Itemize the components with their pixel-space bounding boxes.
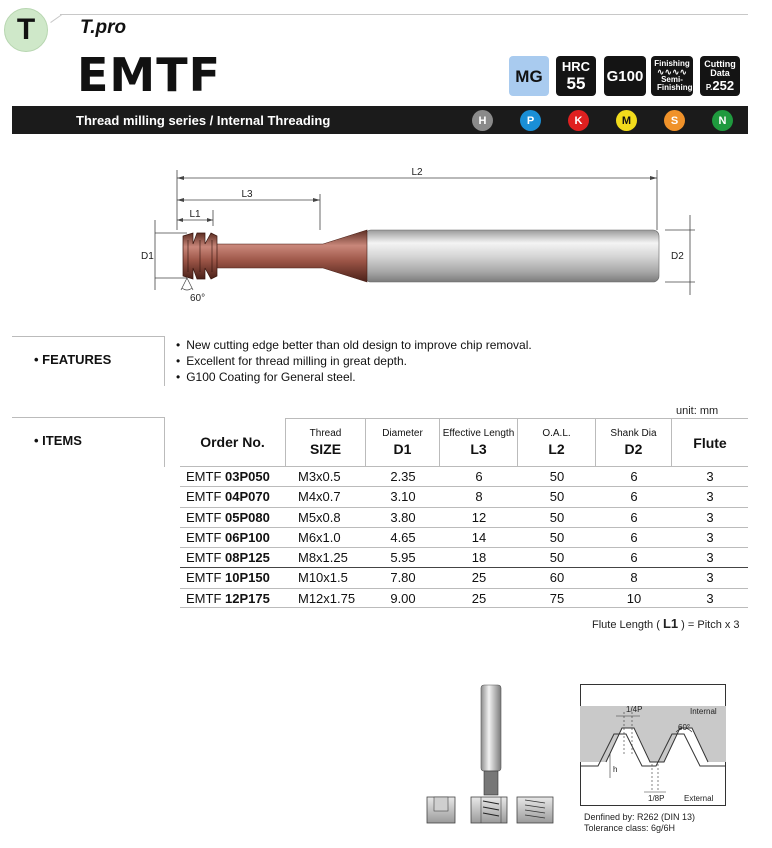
dim-d1: D1 (141, 251, 154, 262)
header-shank-dia (596, 418, 672, 466)
cutting-data-badge[interactable] (700, 56, 740, 96)
workpiece-threaded (517, 797, 553, 823)
cell-d2: 10 (626, 590, 642, 606)
cell-d1: 3.10 (390, 489, 416, 505)
order-prefix: EMTF (186, 529, 225, 545)
tool-neck (207, 230, 367, 282)
cell-order-no (186, 570, 270, 585)
cutting-page-prefix: P. (705, 83, 713, 92)
feature-item: • G100 Coating for General steel. (176, 369, 532, 385)
hrc-label: HRC (561, 59, 591, 74)
series-title: Thread milling series / Internal Threading (76, 113, 331, 128)
cell-l2: 50 (549, 509, 565, 525)
feature-item: • Excellent for thread milling in great depth. (176, 353, 532, 369)
cell-flute: 3 (706, 550, 714, 566)
tool-drawing (135, 160, 705, 310)
cell-order-no (186, 469, 270, 484)
table-row (180, 507, 748, 527)
table-row (180, 567, 748, 587)
cell-d1: 7.80 (390, 570, 416, 586)
iso-group-k: K (568, 110, 589, 131)
small-tool-neck (484, 771, 498, 795)
cell-order-no (186, 510, 270, 525)
items-divider-vertical (164, 417, 165, 467)
cell-size: M12x1.75 (298, 590, 356, 606)
features-list (176, 337, 532, 385)
table-row (180, 547, 748, 567)
order-prefix: EMTF (186, 489, 225, 505)
features-label-text: FEATURES (42, 352, 112, 367)
cell-l2: 75 (549, 590, 565, 606)
cell-size: M5x0.8 (298, 509, 341, 525)
tolerance-class: Tolerance class: 6g/6H (584, 823, 676, 833)
features-divider (12, 336, 164, 337)
cell-l2: 50 (549, 550, 565, 566)
iso-group-p: P (520, 110, 541, 131)
angle-mark (181, 278, 193, 290)
cell-flute: 3 (706, 529, 714, 545)
header-shank-bottom: D2 (624, 441, 643, 457)
external-label: External (684, 794, 714, 803)
cell-order-no (186, 591, 270, 606)
cell-l3: 8 (475, 489, 483, 505)
product-title: EMTF (77, 48, 221, 102)
cell-l2: 50 (549, 489, 565, 505)
cell-d2: 6 (630, 469, 638, 484)
order-prefix: EMTF (186, 469, 225, 484)
hrc-value: 55 (566, 74, 586, 93)
top-rule (60, 14, 748, 15)
cell-size: M6x1.0 (298, 529, 341, 545)
header-eff-top: Effective Length (442, 428, 515, 439)
iso-group-m: M (616, 110, 637, 131)
cell-l2: 50 (549, 529, 565, 545)
order-code: 10P150 (225, 570, 270, 586)
cell-d1: 5.95 (390, 550, 416, 566)
cell-flute: 3 (706, 509, 714, 525)
cell-d2: 6 (630, 509, 638, 525)
order-prefix: EMTF (186, 509, 225, 525)
dim-l3: L3 (241, 189, 253, 200)
thread-depth-label: h (613, 765, 618, 774)
cell-size: M3x0.5 (298, 469, 341, 484)
dim-l2: L2 (411, 167, 423, 178)
cell-l3: 6 (475, 469, 483, 484)
application-figure (425, 683, 565, 828)
table-body (180, 466, 748, 608)
mg-badge (509, 56, 549, 96)
internal-label: Internal (690, 707, 717, 716)
standard-note (584, 812, 695, 834)
cell-order-no (186, 530, 270, 545)
cell-size: M8x1.25 (298, 550, 348, 566)
table-row (180, 486, 748, 506)
brand-logo (4, 8, 48, 52)
brand-letter: T (16, 13, 36, 46)
cell-l2: 50 (549, 469, 565, 484)
cell-flute: 3 (706, 469, 714, 484)
cell-l3: 18 (471, 550, 487, 566)
header-oal-top: O.A.L. (542, 428, 571, 439)
hrc-badge (556, 56, 596, 96)
header-diameter-bottom: D1 (393, 441, 412, 457)
cell-size: M4x0.7 (298, 489, 341, 505)
header-order-no: Order No. (180, 418, 286, 466)
order-code: 03P050 (225, 469, 270, 484)
items-label: • ITEMS (34, 433, 82, 448)
unit-label: unit: mm (676, 405, 719, 417)
cell-d1: 2.35 (390, 469, 416, 484)
cell-d2: 8 (630, 570, 638, 586)
dim-l1: L1 (189, 209, 201, 220)
header-effective-length (440, 418, 518, 466)
features-label: • FEATURES (34, 352, 112, 367)
cell-d2: 6 (630, 550, 638, 566)
tool-shank (365, 230, 659, 282)
footnote-prefix: Flute Length ( (592, 619, 663, 631)
cell-d2: 6 (630, 529, 638, 545)
eighth-pitch-label: 1/8P (648, 794, 665, 803)
table-row (180, 466, 748, 486)
order-prefix: EMTF (186, 590, 225, 606)
cell-d1: 4.65 (390, 529, 416, 545)
finishing-badge (651, 56, 693, 96)
defined-by: Denfined by: R262 (DIN 13) (584, 812, 696, 822)
top-rule-slant (50, 14, 62, 23)
cell-d1: 9.00 (390, 590, 416, 606)
cell-flute: 3 (706, 570, 714, 586)
order-prefix: EMTF (186, 570, 225, 586)
table-row (180, 527, 748, 547)
footnote-suffix: ) = Pitch x 3 (678, 619, 740, 631)
iso-group-h: H (472, 110, 493, 131)
order-code: 08P125 (225, 550, 270, 566)
profile-angle-label: 60° (678, 723, 691, 732)
wave-icon: ∿∿∿∿ (656, 67, 688, 77)
header-thread-top: Thread (309, 428, 342, 439)
coating-badge (604, 56, 646, 96)
iso-group-n: N (712, 110, 733, 131)
cell-order-no (186, 489, 270, 504)
brand-name: T.pro (80, 17, 127, 38)
order-code: 05P080 (225, 509, 270, 525)
cell-l3: 25 (471, 590, 487, 606)
coating-text: G100 (606, 67, 644, 85)
header-thread (286, 418, 366, 466)
cutting-data-label: Cutting Data (704, 59, 736, 78)
order-code: 04P070 (225, 489, 270, 505)
quarter-pitch-label: 1/4P (626, 705, 643, 714)
header-diameter (366, 418, 440, 466)
cell-order-no (186, 550, 270, 565)
small-tool-shank (481, 685, 501, 771)
order-code: 06P100 (225, 529, 270, 545)
cell-flute: 3 (706, 489, 714, 505)
dim-d2: D2 (671, 251, 684, 262)
flute-length-note (592, 616, 740, 631)
header-thread-bottom: SIZE (309, 441, 342, 457)
iso-group-s: S (664, 110, 685, 131)
header-shank-top: Shank Dia (610, 428, 657, 439)
cell-flute: 3 (706, 590, 714, 606)
order-prefix: EMTF (186, 550, 225, 566)
finishing-label: Finishing (654, 59, 690, 68)
header-oal-bottom: L2 (548, 441, 565, 457)
cell-l3: 12 (471, 509, 487, 525)
cell-d2: 6 (630, 489, 638, 505)
header-eff-bottom: L3 (470, 441, 487, 457)
cell-l3: 25 (471, 570, 487, 586)
workpiece-milling (471, 797, 507, 823)
cell-size: M10x1.5 (298, 570, 348, 586)
mg-badge-text: MG (515, 66, 543, 86)
table-row (180, 588, 748, 608)
cell-d1: 3.80 (390, 509, 416, 525)
order-code: 12P175 (225, 590, 270, 606)
footnote-symbol: L1 (662, 616, 679, 631)
header-flute: Flute (672, 418, 748, 466)
features-divider-vertical (164, 336, 165, 386)
cell-l2: 60 (549, 570, 565, 586)
table-header (180, 418, 748, 466)
feature-item: • New cutting edge better than old design to improve chip removal. (176, 337, 532, 353)
cell-l3: 14 (471, 529, 487, 545)
semi-finishing-label: Semi-Finishing (657, 75, 693, 92)
items-label-text: ITEMS (42, 433, 82, 448)
items-table (180, 418, 748, 608)
header-oal (518, 418, 596, 466)
cutting-page: 252 (712, 78, 735, 93)
dim-angle: 60° (190, 293, 206, 304)
items-divider (12, 417, 164, 418)
thread-profile-diagram (580, 684, 726, 806)
header-diameter-top: Diameter (382, 428, 423, 439)
